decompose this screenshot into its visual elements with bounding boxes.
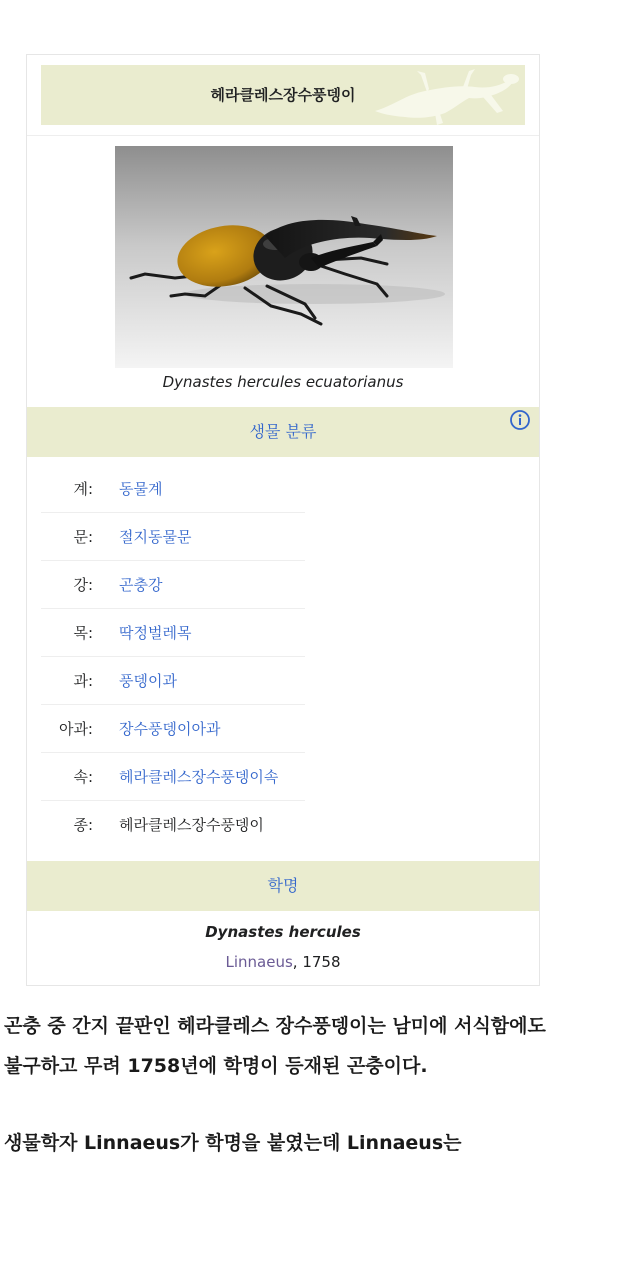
- binomial-header: [27, 861, 539, 911]
- taxonomy-header-label[interactable]: 생물 분류: [249, 422, 317, 441]
- rank-label: 강:: [73, 576, 93, 594]
- rank-value-link[interactable]: 곤충강: [119, 576, 163, 594]
- rank-value-link[interactable]: 장수풍뎅이아과: [119, 720, 221, 738]
- info-icon[interactable]: [509, 409, 531, 431]
- binomial-header-label[interactable]: 학명: [267, 876, 299, 895]
- taxonomy-row-kingdom: [41, 465, 305, 513]
- taxonomy-row-subfamily: [41, 705, 305, 753]
- rank-label: 속:: [73, 768, 93, 786]
- rank-value-link[interactable]: 헤라클레스장수풍뎅이속: [119, 768, 279, 786]
- beetle-photo[interactable]: [115, 146, 453, 368]
- rank-value-link[interactable]: 딱정벌레목: [119, 624, 192, 642]
- body-paragraph-line-3: 생물학자 Linnaeus가 학명을 붙였는데 Linnaeus는: [4, 1132, 462, 1154]
- taxonomy-row-species: [41, 801, 305, 849]
- taxonomy-row-order: [41, 609, 305, 657]
- rank-label: 과:: [73, 672, 93, 690]
- rank-label: 아과:: [58, 720, 93, 738]
- taxonomy-table: [41, 465, 305, 849]
- taxonomy-row-genus: [41, 753, 305, 801]
- beetle-image: [115, 146, 453, 368]
- taxonomy-row-phylum: [41, 513, 305, 561]
- rank-label: 계:: [73, 480, 93, 498]
- binomial-authority: [27, 953, 539, 971]
- image-caption: Dynastes hercules ecuatorianus: [162, 373, 404, 391]
- rank-value: 헤라클레스장수풍뎅이: [119, 816, 264, 834]
- rank-label: 종:: [73, 816, 93, 834]
- rank-value-link[interactable]: 절지동물문: [119, 528, 192, 546]
- authority-link[interactable]: Linnaeus: [225, 953, 293, 971]
- taxonomy-row-family: [41, 657, 305, 705]
- taxobox: [26, 54, 540, 986]
- divider: [27, 135, 539, 136]
- taxobox-title: 헤라클레스장수풍뎅이: [210, 86, 356, 104]
- taxonomy-header: [27, 407, 539, 457]
- rank-label: 목:: [73, 624, 93, 642]
- rank-value-link[interactable]: 동물계: [119, 480, 163, 498]
- taxonomy-row-class: [41, 561, 305, 609]
- body-paragraph-line-2: 불구하고 무려 1758년에 학명이 등재된 곤충이다.: [4, 1055, 428, 1077]
- binomial-name: Dynastes hercules: [205, 923, 361, 941]
- rank-label: 문:: [73, 528, 93, 546]
- rank-value-link[interactable]: 풍뎅이과: [119, 672, 177, 690]
- taxobox-title-bar: [41, 65, 525, 125]
- authority-year: , 1758: [292, 953, 341, 971]
- body-paragraph-line-1: 곤충 중 간지 끝판인 헤라클레스 장수풍뎅이는 남미에 서식함에도: [4, 1015, 546, 1037]
